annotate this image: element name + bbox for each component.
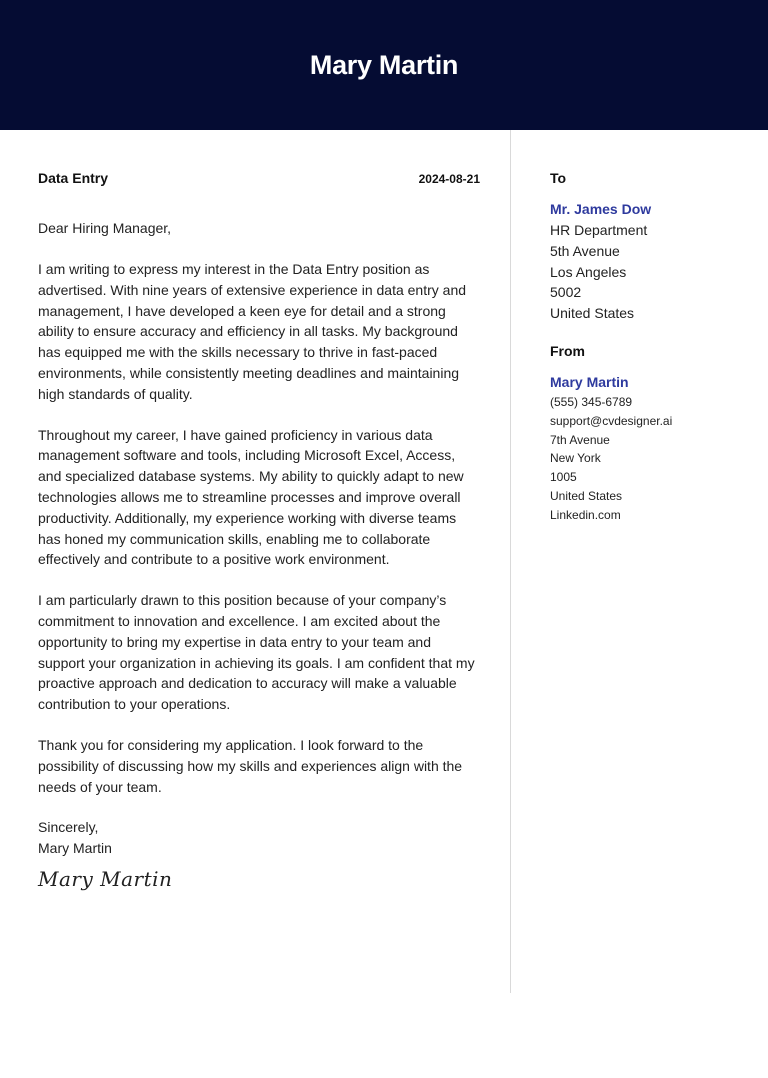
- column-divider: [510, 130, 511, 993]
- sender-city: New York: [550, 451, 601, 466]
- paragraph: I am writing to express my interest in the Data Entry position as advertised. With nine years of extensive experience in data entry and management, I have developed a keen eye for detail and a strong ability to ensure accuracy and efficiency in all tasks. My background has equipped me with the skills necessary to thrive in fast-paced environments, while consistently meeting deadlines and maintaining high standards of quality.: [38, 261, 467, 402]
- header-banner: [0, 0, 768, 130]
- closing-phrase: Sincerely,: [38, 819, 99, 836]
- closing-block: [38, 817, 480, 859]
- greeting: Dear Hiring Manager,: [38, 220, 172, 236]
- sender-name: Mary Martin: [550, 373, 629, 390]
- paragraph: Throughout my career, I have gained proficiency in various data management software and tools, including Microsoft Excel, Access, and specialized database systems. My ability to quickly adapt to new technologies allows me to streamline processes and improve overall productivity. Additionally, my experience working with diverse teams has honed my communication skills, enabling me to collaborate effectively and contribute to a positive work environment.: [38, 426, 464, 568]
- sender-street: 7th Avenue: [550, 432, 610, 447]
- signature: Mary Martin: [38, 867, 173, 892]
- letter-date: 2024-08-21: [418, 172, 480, 186]
- from-heading: From: [550, 342, 585, 359]
- sender-phone: (555) 345-6789: [550, 394, 633, 409]
- recipient-line: United States: [550, 305, 635, 322]
- sender-country: United States: [550, 488, 623, 503]
- sender-postcode: 1005: [550, 470, 577, 485]
- to-heading: To: [550, 170, 567, 186]
- position-title: Data Entry: [38, 170, 109, 186]
- sender-email: support@cvdesigner.ai: [550, 413, 673, 428]
- recipient-name: Mr. James Dow: [550, 201, 652, 217]
- recipient-line: HR Department: [550, 222, 648, 238]
- paragraph: I am particularly drawn to this position because of your company’s commitment to innovation and excellence. I am excited about the opportunity to bring my expertise in data entry to your team and support your organization in achieving its goals. I am confident that my proactive approach and dedication to accuracy will make a valuable contribution to your operations.: [38, 592, 475, 713]
- letter-body: [38, 170, 480, 891]
- recipient-line: 5002: [550, 284, 582, 301]
- recipient-line: Los Angeles: [550, 263, 627, 280]
- address-sidebar: [550, 170, 750, 525]
- sender-linkedin: Linkedin.com: [550, 507, 621, 522]
- recipient-line: 5th Avenue: [550, 242, 620, 259]
- letter-meta: [38, 170, 480, 190]
- closing-name: Mary Martin: [38, 840, 112, 857]
- applicant-name: Mary Martin: [309, 49, 459, 80]
- paragraph: Thank you for considering my application. I look forward to the possibility of discussing how my skills and experiences align with the needs of your team.: [38, 736, 463, 795]
